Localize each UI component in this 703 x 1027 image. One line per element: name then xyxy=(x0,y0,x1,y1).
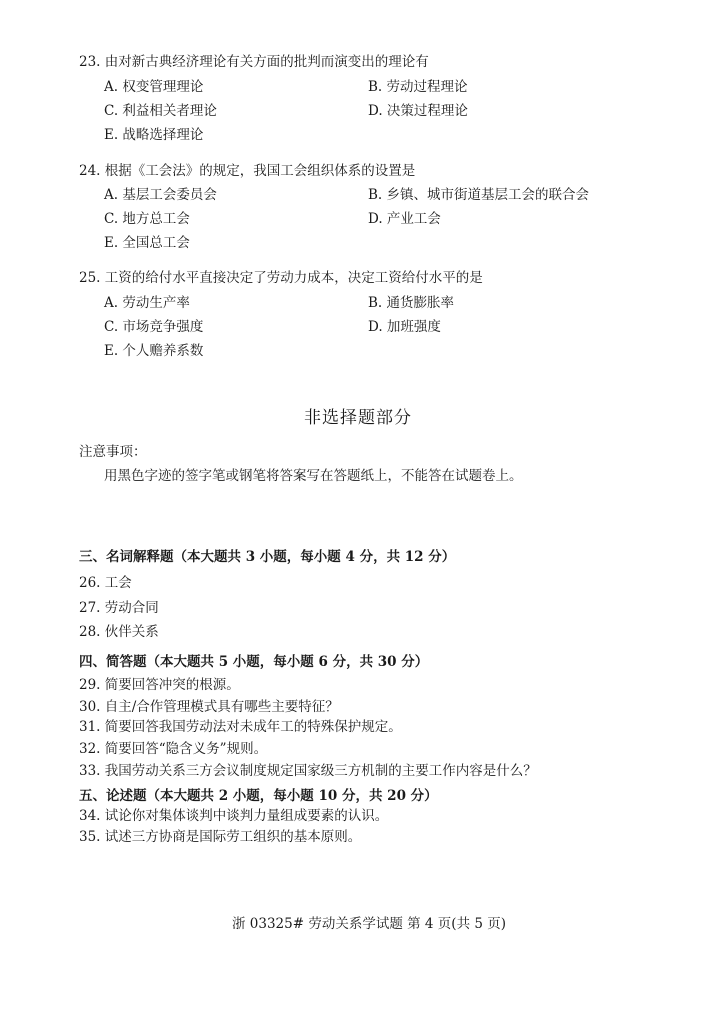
part4-item-33: 33. 我国劳动关系三方会议制度规定国家级三方机制的主要工作内容是什么？ xyxy=(79,763,537,779)
question-23-option-a: A. 权变管理理论 xyxy=(104,79,204,95)
notice-heading: 注意事项： xyxy=(79,444,147,460)
question-25-stem: 25. 工资的给付水平直接决定了劳动力成本，决定工资给付水平的是 xyxy=(79,270,483,286)
notice-body: 用黑色字迹的签字笔或钢笔将答案写在答题纸上，不能答在试题卷上。 xyxy=(104,468,523,484)
part3-item-27: 27. 劳动合同 xyxy=(79,600,159,616)
question-23-option-b: B. 劳动过程理论 xyxy=(368,79,468,95)
question-24-stem: 24. 根据《工会法》的规定，我国工会组织体系的设置是 xyxy=(79,163,416,179)
page-footer: 浙 03325# 劳动关系学试题 第 4 页(共 5 页) xyxy=(232,916,507,932)
part5-item-35: 35. 试述三方协商是国际劳工组织的基本原则。 xyxy=(79,829,362,845)
part5-item-34: 34. 试论你对集体谈判中谈判力量组成要素的认识。 xyxy=(79,808,389,824)
part5-heading: 五、论述题（本大题共 2 小题，每小题 10 分，共 20 分） xyxy=(79,788,438,804)
part4-item-30: 30. 自主/合作管理模式具有哪些主要特征？ xyxy=(79,699,339,715)
question-23-option-d: D. 决策过程理论 xyxy=(368,103,468,119)
question-23-option-c: C. 利益相关者理论 xyxy=(104,103,217,119)
question-24-option-d: D. 产业工会 xyxy=(368,211,441,227)
question-25-option-c: C. 市场竞争强度 xyxy=(104,319,204,335)
part4-heading: 四、简答题（本大题共 5 小题，每小题 6 分，共 30 分） xyxy=(79,654,429,670)
question-25-option-a: A. 劳动生产率 xyxy=(104,295,190,311)
question-24-option-e: E. 全国总工会 xyxy=(104,235,190,251)
part4-item-32: 32. 简要回答“隐含义务”规则。 xyxy=(79,741,268,757)
part4-item-29: 29. 简要回答冲突的根源。 xyxy=(79,677,240,693)
question-23-stem: 23. 由对新古典经济理论有关方面的批判而演变出的理论有 xyxy=(79,54,429,70)
question-25-option-d: D. 加班强度 xyxy=(368,319,441,335)
question-24-option-b: B. 乡镇、城市街道基层工会的联合会 xyxy=(368,187,590,203)
question-25-option-e: E. 个人赡养系数 xyxy=(104,343,204,359)
question-23-option-e: E. 战略选择理论 xyxy=(104,127,204,143)
section-title: 非选择题部分 xyxy=(304,408,412,428)
part3-heading: 三、名词解释题（本大题共 3 小题，每小题 4 分，共 12 分） xyxy=(79,549,456,565)
part4-item-31: 31. 简要回答我国劳动法对未成年工的特殊保护规定。 xyxy=(79,719,402,735)
part3-item-26: 26. 工会 xyxy=(79,575,132,591)
question-24-option-a: A. 基层工会委员会 xyxy=(104,187,217,203)
question-25-option-b: B. 通货膨胀率 xyxy=(368,295,455,311)
question-24-option-c: C. 地方总工会 xyxy=(104,211,190,227)
part3-item-28: 28. 伙伴关系 xyxy=(79,624,159,640)
